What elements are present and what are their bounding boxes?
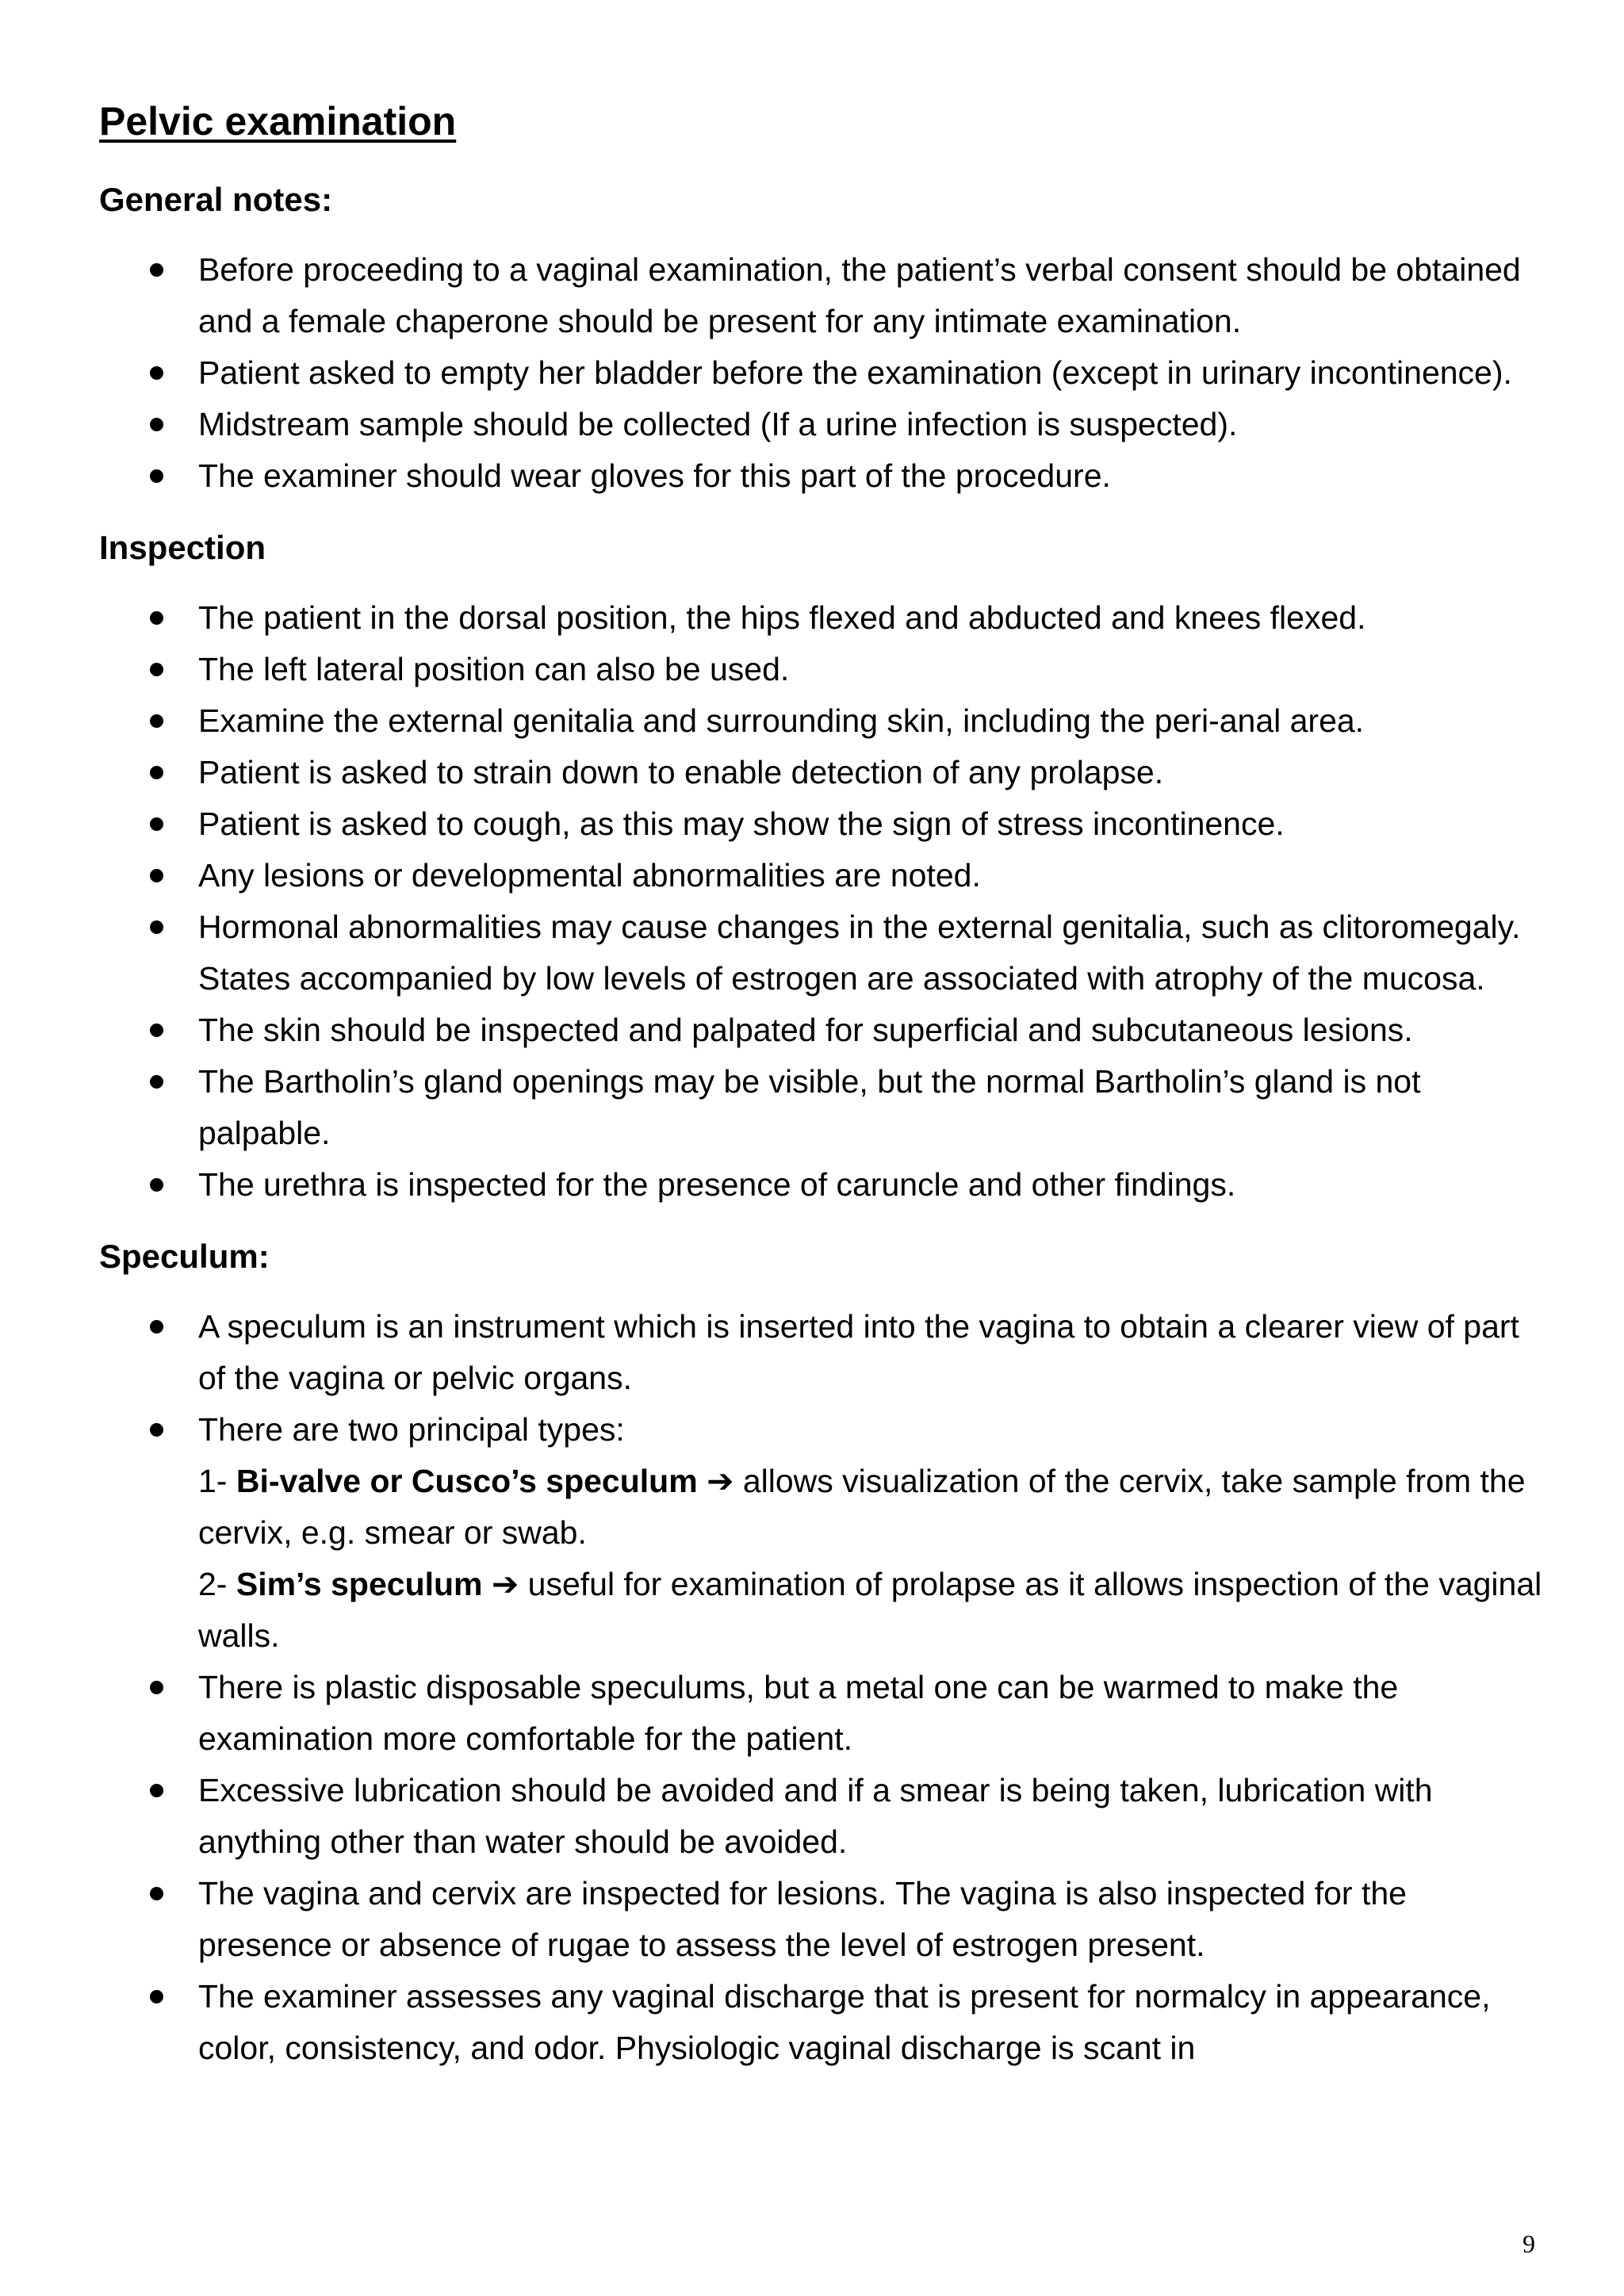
bullet-icon: [150, 1990, 163, 2003]
list-item: There is plastic disposable speculums, but a metal one can be warmed to make the examination more comfortable for the patient.: [99, 1662, 1542, 1765]
speculum-type-1: 1- Bi-valve or Cusco’s speculum ➔ allows visualization of the cervix, take sample from the cervix, e.g. smear or swab.: [198, 1462, 1526, 1551]
bullet-icon: [150, 611, 163, 625]
list-item: Any lesions or developmental abnormalities are noted.: [99, 850, 1542, 901]
list-item: Patient is asked to strain down to enable detection of any prolapse.: [99, 747, 1542, 798]
bullet-icon: [150, 418, 163, 431]
speculum-type-1-name: Bi-valve or Cusco’s speculum: [236, 1463, 698, 1499]
list-item: The vagina and cervix are inspected for lesions. The vagina is also inspected for the presence or absence of rugae to assess the level of estrogen present.: [99, 1868, 1542, 1971]
list-item: The left lateral position can also be used.: [99, 644, 1542, 695]
bullet-icon: [150, 469, 163, 483]
bullet-icon: [150, 1075, 163, 1089]
arrow-right-icon: ➔: [707, 1462, 734, 1500]
bullet-icon: [150, 869, 163, 882]
types-intro: There are two principal types:: [198, 1411, 625, 1448]
bullet-icon: [150, 663, 163, 676]
page-title: Pelvic examination: [99, 99, 457, 144]
bullet-icon: [150, 1681, 163, 1694]
bullet-icon: [150, 1320, 163, 1334]
list-item: The skin should be inspected and palpated for superficial and subcutaneous lesions.: [99, 1004, 1542, 1056]
bullet-icon: [150, 714, 163, 728]
list-item: The urethra is inspected for the presence of caruncle and other findings.: [99, 1159, 1542, 1211]
speculum-type-2-name: Sim’s speculum: [236, 1566, 483, 1602]
inspection-list: [99, 592, 1542, 1211]
list-item: The examiner should wear gloves for this part of the procedure.: [99, 450, 1542, 502]
speculum-list: [99, 1301, 1542, 2074]
arrow-right-icon: ➔: [491, 1565, 519, 1603]
general-notes-list: [99, 244, 1542, 502]
inspection-heading: Inspection: [99, 529, 266, 566]
list-item: [99, 1404, 1542, 1662]
list-item: The examiner assesses any vaginal discharge that is present for normalcy in appearance, color, consistency, and odor. Physiologic vaginal discharge is scant in: [99, 1971, 1542, 2074]
list-item: The Bartholin’s gland openings may be visible, but the normal Bartholin’s gland is not palpable.: [99, 1056, 1542, 1159]
bullet-icon: [150, 920, 163, 934]
bullet-icon: [150, 366, 163, 380]
speculum-type-2: 2- Sim’s speculum ➔ useful for examination of prolapse as it allows inspection of the vaginal walls.: [198, 1565, 1542, 1654]
list-item: The patient in the dorsal position, the hips flexed and abducted and knees flexed.: [99, 592, 1542, 644]
bullet-icon: [150, 1887, 163, 1900]
page-number: 9: [1522, 2229, 1535, 2258]
bullet-icon: [150, 1024, 163, 1037]
bullet-icon: [150, 1423, 163, 1437]
bullet-icon: [150, 766, 163, 779]
list-item: A speculum is an instrument which is inserted into the vagina to obtain a clearer view of part of the vagina or pelvic organs.: [99, 1301, 1542, 1404]
list-item: Excessive lubrication should be avoided and if a smear is being taken, lubrication with anything other than water should be avoided.: [99, 1765, 1542, 1868]
bullet-icon: [150, 263, 163, 277]
bullet-icon: [150, 1784, 163, 1797]
list-item: Midstream sample should be collected (If a urine infection is suspected).: [99, 399, 1542, 450]
list-item: Patient is asked to cough, as this may show the sign of stress incontinence.: [99, 798, 1542, 850]
list-item: Hormonal abnormalities may cause changes in the external genitalia, such as clitoromegaly. States accompanied by low levels of estrogen are associated with atrophy of the mucosa.: [99, 901, 1542, 1004]
speculum-heading: Speculum:: [99, 1238, 270, 1275]
list-item: Examine the external genitalia and surrounding skin, including the peri-anal area.: [99, 695, 1542, 747]
general-notes-heading: General notes:: [99, 181, 333, 218]
list-item: Patient asked to empty her bladder before the examination (except in urinary incontinence).: [99, 347, 1542, 399]
list-item: Before proceeding to a vaginal examination, the patient’s verbal consent should be obtained and a female chaperone should be present for any intimate examination.: [99, 244, 1542, 347]
bullet-icon: [150, 1178, 163, 1192]
bullet-icon: [150, 817, 163, 831]
document-page: [99, 94, 1542, 2096]
